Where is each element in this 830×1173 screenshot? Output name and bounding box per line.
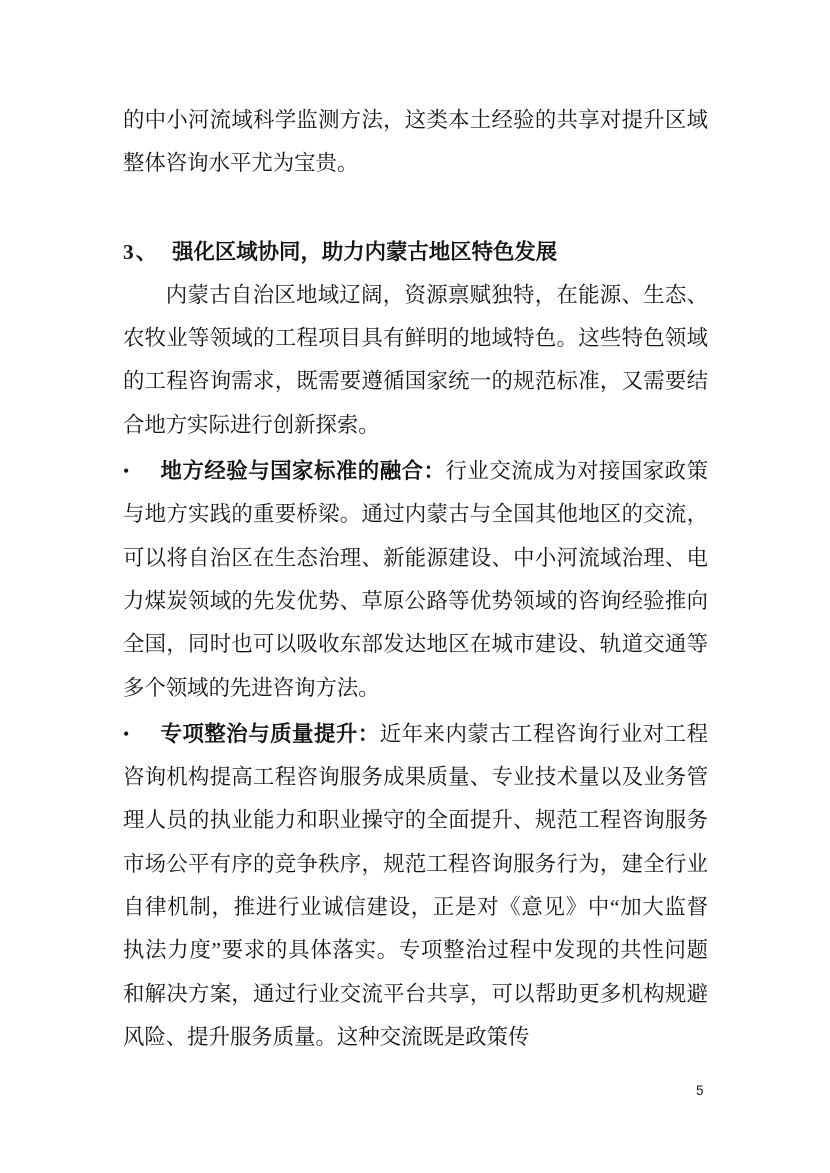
page-number: 5 [696,1083,704,1098]
section-number: 3、 [123,239,160,264]
bullet-icon: • [123,723,130,744]
text-block [123,99,708,1059]
section-heading [123,231,708,274]
bullet-icon: • [123,461,130,482]
section-lead-paragraph: 内蒙古自治区地域辽阔，资源禀赋独特，在能源、生态、农牧业等领域的工程项目具有鲜明的地域特色。这些特色领域的工程咨询需求，既需要遵循国家统一的规范标准，又需要结合地方实际进行创新探索。 [123,282,708,437]
bullet-lead-text: 地方经验与国家标准的融合： [160,459,446,484]
bullet-body-text: 行业交流成为对接国家政策与地方实践的重要桥梁。通过内蒙古与全国其他地区的交流，可以将自治区在生态治理、新能源建设、中小河流域治理、电力煤炭领域的先发优势、草原公路等优势领域的咨询经验推向全国，同时也可以吸收东部发达地区在城市建设、轨道交通等多个领域的先进咨询方法。 [123,459,708,700]
section-title: 强化区域协同，助力内蒙古地区特色发展 [172,239,558,264]
bullet-item [123,450,708,710]
bullet-lead-text: 专项整治与质量提升： [160,721,380,746]
bullet-item [123,713,708,1059]
bullet-body-text: 近年来内蒙古工程咨询行业对工程咨询机构提高工程咨询服务成果质量、专业技术量以及业务管理人员的执业能力和职业操守的全面提升、规范工程咨询服务市场公平有序的竞争秩序，规范工程咨询服务行为，建全行业自律机制，推进行业诚信建设，正是对《意见》中“加大监督执法力度”要求的具体落实。专项整治过程中发现的共性问题和解决方案，通过行业交流平台共享，可以帮助更多机构规避风险、提升服务质量。这种交流既是政策传 [123,721,708,1049]
intro-paragraph: 的中小河流域科学监测方法，这类本土经验的共享对提升区域整体咨询水平尤为宝贵。 [123,108,708,176]
